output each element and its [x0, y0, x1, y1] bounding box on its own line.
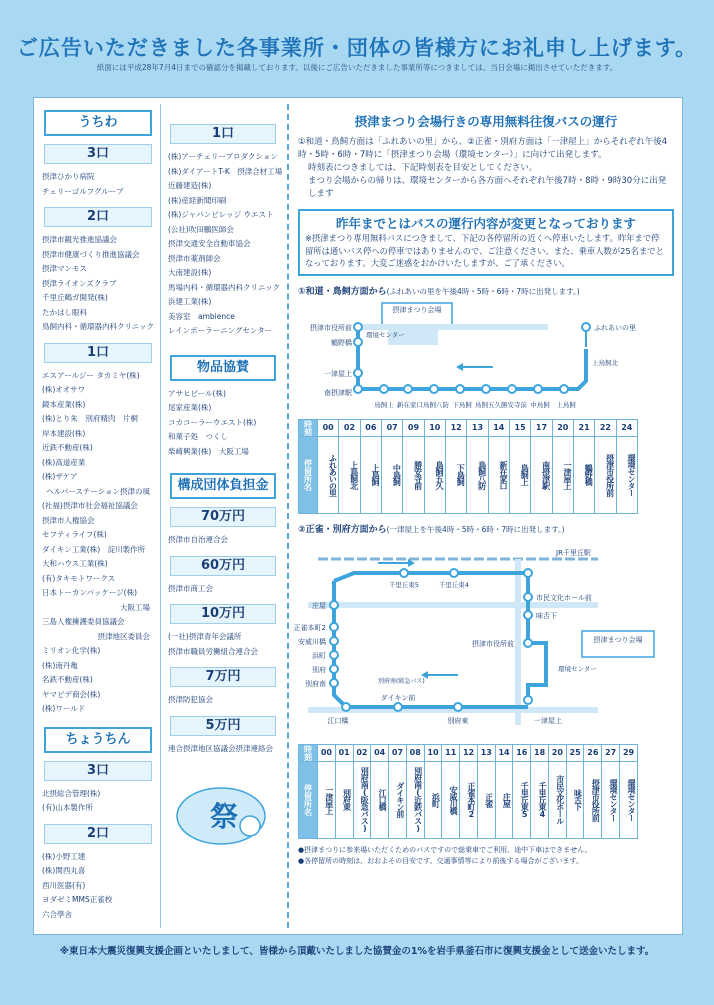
route2-timetable: [298, 744, 638, 839]
goods-entry: 和菓子処 つくし: [168, 432, 228, 441]
sponsor-entry: (有)タキモトワークス: [42, 573, 116, 583]
sponsor-entry: (株)アーチェリープロダクション: [168, 152, 278, 161]
burden-list: [166, 507, 280, 756]
sponsor-entry: レインボーラーニングセンター: [168, 326, 273, 335]
sponsor-entry: 摂津市人権協会: [42, 515, 95, 525]
burden-entry: 摂津市商工会: [168, 583, 213, 593]
sponsor-entry: 摂津市健康づくり推進協議会: [42, 249, 140, 259]
stop-cell: 別府南(近鉄バス): [406, 761, 424, 838]
stop-cell: 千里丘東5: [513, 761, 531, 838]
svg-text:千里丘東5: 千里丘東5: [388, 580, 420, 589]
time-cell: 22: [595, 419, 616, 436]
stop-cell: 一津屋上: [552, 436, 573, 513]
stop-cell: 環境センター: [616, 436, 637, 513]
burden-entry: 摂津防犯協会: [168, 695, 213, 704]
time-row: [299, 744, 638, 761]
stop-cell: 別府東: [335, 761, 353, 838]
sponsor-entry: (株)ダイアートT-K 摂津合材工場: [168, 166, 283, 176]
sponsor-entry: 近藤建造(株): [168, 181, 212, 190]
time-cell: 06: [360, 419, 381, 436]
badge-text: 祭: [210, 800, 239, 833]
time-cell: 07: [381, 419, 402, 436]
time-header: 時刻: [299, 744, 318, 761]
column-sponsors: [166, 106, 283, 858]
footer-note: ※東日本大震災復興支援企画といたしまして、皆様から頂戴いたしました協賛金の1%を岩手県釜石市に復興支援金として送金いたします。: [59, 946, 655, 957]
festival-logo: [166, 774, 276, 854]
burden-heading: 構成団体負担金: [170, 473, 276, 499]
svg-text:別府: 別府: [312, 665, 326, 674]
stop-cell: 上鳥飼北: [339, 436, 360, 513]
sponsor-entry: 北摂総合管理(株): [42, 788, 101, 798]
bus-description: [298, 136, 674, 201]
svg-text:南摂津駅: 南摂津駅: [324, 388, 352, 397]
time-cell: 12: [445, 419, 466, 436]
route1-timetable: [298, 419, 638, 514]
sponsor-entry: 大南建設(株): [168, 268, 212, 277]
burden-entry: 摂津市自治連合会: [168, 535, 228, 544]
svg-text:市民文化ホール前: 市民文化ホール前: [536, 593, 592, 602]
route1-label: ①和道・鳥飼方面から(ふれあいの里を午後4時・5時・6時・7時に出発します。): [298, 286, 580, 297]
time-cell: 13: [477, 744, 495, 761]
stop-cell: ダイキン前: [389, 761, 407, 838]
stop-cell: 浜町: [424, 761, 442, 838]
svg-text:摂津まつり会場: 摂津まつり会場: [392, 305, 442, 314]
route2-label: ②正雀・別府方面から(一津屋上を午後4時・5時・6時・7時に出発します。): [298, 524, 565, 535]
amount-label: 70万円: [170, 507, 276, 527]
sponsor-entry: 岸本建設(株): [42, 428, 86, 438]
stop-cell: 別府南(阪急バス): [353, 761, 371, 838]
group-label: 1口: [44, 343, 152, 363]
chouchin-groups: [40, 761, 156, 923]
notice-text: ※摂津まつり専用無料バスにつきまして、下記の各停留所の近くへ停車いたします。昨年まで停留所は通いバス停への停車ではありませんので、ご注意ください。また、乗車人数が25名までとなっております。大変ご迷惑をおかけいたしますが、ご了承ください。: [305, 233, 664, 268]
svg-text:一津屋上: 一津屋上: [534, 716, 562, 725]
column-divider: [160, 104, 161, 928]
footnote-1: ●摂津まつりに参来場いただくためのバスですので総乗車でご利用、途中下車はできません。: [298, 845, 592, 854]
bus-section: [293, 112, 674, 867]
sponsor-entry: 日本トーカンパッケージ(株): [42, 588, 138, 597]
sponsor-entry: 摂津交通安全自動車協会: [168, 239, 251, 248]
time-cell: 02: [339, 419, 360, 436]
sponsor-entry: (公社)吹田鵬医師会: [168, 224, 234, 234]
sponsor-entry: (株)ワールド: [42, 704, 86, 713]
stop-cell: 南摂津駅: [531, 436, 552, 513]
time-cell: 25: [566, 744, 584, 761]
goods-entry: 柴崎興業(株) 大阪工場: [168, 446, 249, 456]
svg-text:下鳥飼: 下鳥飼: [452, 400, 472, 409]
amount-label: 60万円: [170, 556, 276, 576]
time-cell: 26: [584, 744, 602, 761]
sponsor-entry: 摂津地区委員会: [97, 631, 150, 641]
burden-entry: 摂津市職員労働組合連合会: [168, 646, 258, 656]
notice-title: 昨年までとはバスの運行内容が変更となっております: [335, 216, 636, 231]
time-cell: 01: [335, 744, 353, 761]
stop-cell: 正雀本町2: [460, 761, 478, 838]
sponsor-entry: 鏡本産業(株): [42, 399, 86, 409]
svg-text:環境センター: 環境センター: [366, 330, 405, 339]
stop-cell: 庄屋: [495, 761, 513, 838]
svg-text:鶴野橋: 鶴野橋: [331, 338, 352, 347]
stop-header: 停留所名: [299, 436, 318, 513]
bus-paragraph-1: ①和道・鳥飼方面は「ふれあいの里」から、②正雀・別府方面は「一津屋上」からそれぞれ午後4時・5時・6時・7時に「摂津まつり会場（環境センター）」に向けて出発します。: [298, 137, 668, 160]
stop-cell: ふれあいの里: [318, 436, 339, 513]
sponsor-entry: (有)山本製作所: [42, 803, 93, 812]
svg-text:JR千里丘駅: JR千里丘駅: [556, 548, 591, 557]
page-title: ご広告いただきました各事業所・団体の皆様方にお礼申し上げます。: [16, 36, 698, 60]
stop-cell: 環境センター: [620, 761, 638, 838]
time-cell: 11: [442, 744, 460, 761]
goods-entry: コカコーラーウエスト(株): [168, 417, 257, 427]
amount-label: 5万円: [170, 716, 276, 736]
time-cell: 12: [460, 744, 478, 761]
stop-cell: 摂津市役所前: [595, 436, 616, 513]
bus-paragraph-3: まつり会場からの帰りは、環境センターから各方面へそれぞれ午後7時・8時・9時30分に出発します: [308, 176, 667, 199]
svg-text:ふれあいの里: ふれあいの里: [594, 323, 636, 332]
uchiwa-groups: [40, 144, 156, 717]
stop-cell: 千里丘東4: [531, 761, 549, 838]
time-cell: 09: [403, 419, 424, 436]
time-cell: 27: [602, 744, 620, 761]
group-label: 3口: [44, 144, 152, 164]
sponsor-entry: エスアールジー タカミヤ(株): [42, 370, 140, 380]
svg-text:上鳥飼: 上鳥飼: [556, 400, 576, 409]
svg-text:味舌下: 味舌下: [536, 611, 557, 620]
svg-text:別府南(阪急バス): 別府南(阪急バス): [378, 677, 425, 685]
sponsor-entry: ヨダゼミMMS正雀校: [42, 895, 113, 904]
time-row: [299, 419, 638, 436]
svg-text:鳥飼五久: 鳥飼五久: [475, 400, 501, 409]
sponsor-entry: (株)南丹亀: [42, 660, 78, 670]
footnote-2: ●各停留所の時刻は、おおよその目安です。交通事情等により前後する場合がございます。: [298, 856, 583, 865]
sponsor-entry: (株)とり朱 別府精肉 片桐: [42, 414, 138, 423]
stop-cell: 味舌下: [566, 761, 584, 838]
time-cell: 16: [513, 744, 531, 761]
sponsor-entry: 摂津ライオンズクラブ: [42, 278, 117, 288]
group-label: 2口: [44, 824, 152, 844]
svg-text:新在家口: 新在家口: [397, 400, 423, 409]
page-subtitle: 紙面には平成28年7月4日までの確認分を掲載しております。以後にご広告いただきました事業所等につきましては、当日会場に掲出させていただきます。: [96, 63, 618, 72]
sponsor-entry: 三島人権擁護委員協議会: [42, 617, 125, 626]
svg-text:勝安寺前: 勝安寺前: [501, 400, 527, 409]
group-1kuchi-list: [166, 150, 283, 339]
goods-heading: 物品協賛: [170, 355, 276, 381]
svg-text:一津屋上: 一津屋上: [324, 369, 352, 378]
time-cell: 14: [495, 744, 513, 761]
group-label: 3口: [44, 761, 152, 781]
sponsor-entry: ヤマビデ商会(株): [42, 689, 101, 699]
time-cell: 00: [318, 419, 339, 436]
time-header: 時刻: [299, 419, 318, 436]
time-cell: 02: [353, 744, 371, 761]
stop-cell: 環境センター: [602, 761, 620, 838]
stop-cell: 新在家口: [488, 436, 509, 513]
time-cell: 21: [573, 419, 594, 436]
svg-text:別府南: 別府南: [305, 679, 326, 688]
sponsor-entry: (株)オオサワ: [42, 385, 86, 394]
time-cell: 15: [509, 419, 530, 436]
svg-text:千里丘東4: 千里丘東4: [438, 580, 470, 589]
sponsor-entry: ダイキン工業(株) 淀川製作所: [42, 544, 146, 554]
goods-entry: 尾家産業(株): [168, 403, 212, 412]
sponsor-entry: 美容室 ambience: [168, 311, 235, 321]
sponsor-entry: (社福)摂津市社会福祉協議会: [42, 501, 138, 510]
sponsor-entry: 浜建工業(株): [168, 297, 212, 306]
sponsor-entry: チェリーゴルフグループ: [42, 186, 124, 196]
stop-header: 停留所名: [299, 761, 318, 838]
stop-cell: 中鳥飼: [381, 436, 402, 513]
time-cell: 17: [531, 419, 552, 436]
sponsor-entry: (株)産経新聞印刷: [168, 195, 227, 205]
sponsor-entry: ヘルパーステーション摂津の風: [46, 486, 150, 496]
time-cell: 10: [424, 744, 442, 761]
sponsor-entry: 大阪工場: [120, 602, 150, 612]
sponsor-entry: 六合學舎: [42, 909, 72, 919]
dashed-divider: [287, 104, 289, 928]
svg-text:浜町: 浜町: [312, 651, 326, 660]
stop-cell: 正雀: [477, 761, 495, 838]
sponsor-sheet: [33, 97, 683, 935]
svg-text:別府東: 別府東: [447, 716, 469, 725]
route2-map: [293, 535, 674, 740]
stop-cell: 鳥飼五久: [424, 436, 445, 513]
stop-cell: 鳥飼八防: [467, 436, 488, 513]
burden-entry: 連合摂津地区協議会摂津連絡会: [168, 743, 273, 753]
stop-cell: 鶴野橋: [573, 436, 594, 513]
sponsor-entry: 鳥飼内科・循環器内科クリニック: [42, 322, 155, 331]
svg-text:鳥飼上: 鳥飼上: [374, 400, 394, 409]
svg-text:鳥飼八防: 鳥飼八防: [423, 400, 449, 409]
chouchin-heading: ちょうちん: [44, 727, 152, 753]
stop-row: [299, 761, 638, 838]
sponsor-entry: (株)小野工建: [42, 851, 86, 861]
group-label: 2口: [44, 207, 152, 227]
sponsor-entry: ミリオン化学(株): [42, 646, 101, 655]
svg-text:上鳥飼北: 上鳥飼北: [592, 358, 618, 367]
time-cell: 00: [318, 744, 336, 761]
stop-cell: 勝安寺前: [403, 436, 424, 513]
svg-text:摂津まつり会場: 摂津まつり会場: [593, 635, 643, 644]
svg-text:正雀本町2: 正雀本町2: [293, 623, 326, 632]
time-cell: 13: [467, 419, 488, 436]
sponsor-entry: 摂津市薬剤師会: [168, 253, 221, 263]
svg-text:安威川橋: 安威川橋: [298, 637, 326, 646]
burden-entry: (一社)摂津青年会議所: [168, 632, 242, 641]
svg-text:摂津市役所前: 摂津市役所前: [310, 323, 352, 332]
bus-paragraph-2: 時刻表につきましては、下記時刻表を目安としてください。: [308, 163, 538, 173]
sponsor-entry: 摂津マンモス: [42, 264, 87, 273]
sponsor-entry: 馬場内科・循環器内科クリニック: [168, 282, 281, 292]
sponsor-entry: 近鉄不動産(株): [42, 443, 93, 452]
svg-text:摂津市役所前: 摂津市役所前: [472, 639, 514, 648]
stop-cell: 摂津市役所前: [584, 761, 602, 838]
time-cell: 20: [552, 419, 573, 436]
svg-text:ダイキン前: ダイキン前: [380, 693, 416, 702]
amount-label: 10万円: [170, 604, 276, 624]
svg-text:環境センター: 環境センター: [558, 664, 597, 673]
sponsor-entry: (株)関西丸喜: [42, 866, 86, 875]
svg-text:庄屋: 庄屋: [312, 601, 326, 610]
sponsor-entry: 千里丘鶴ガ開発(株): [42, 293, 108, 302]
bus-footnotes: [298, 845, 674, 867]
time-cell: 10: [424, 419, 445, 436]
sponsor-entry: 摂津市観光推進協議会: [42, 235, 117, 244]
uchiwa-heading: うちわ: [44, 110, 152, 136]
stop-cell: 鳥飼上: [509, 436, 530, 513]
sponsor-entry: (株)ザケア: [42, 472, 78, 481]
svg-text:江口橋: 江口橋: [327, 716, 349, 725]
stop-cell: 市民文化ホール: [548, 761, 566, 838]
stop-cell: 下鳥飼: [445, 436, 466, 513]
time-cell: 04: [371, 744, 389, 761]
time-cell: 24: [616, 419, 637, 436]
stop-row: [299, 436, 638, 513]
svg-text:中鳥飼: 中鳥飼: [530, 400, 550, 409]
sponsor-entry: 名鉄不動産(株): [42, 675, 93, 684]
amount-label: 7万円: [170, 667, 276, 687]
goods-entry: アサヒビール(株): [168, 388, 226, 398]
sponsor-entry: 大和ハウス工業(株): [42, 559, 108, 568]
time-cell: 20: [548, 744, 566, 761]
time-cell: 18: [531, 744, 549, 761]
sponsor-entry: たかはし眼科: [42, 307, 87, 317]
time-cell: 14: [488, 419, 509, 436]
sponsor-entry: (株)高道産業: [42, 457, 86, 467]
sponsor-entry: (株)ジャパンビレッジ ウエスト: [168, 210, 274, 219]
stop-cell: 上鳥飼: [360, 436, 381, 513]
time-cell: 07: [389, 744, 407, 761]
stop-cell: 安威川橋: [442, 761, 460, 838]
group-1kuchi-label: 1口: [170, 124, 276, 144]
time-cell: 08: [406, 744, 424, 761]
sponsor-entry: 西川医器(有): [42, 880, 86, 890]
route1-map: [298, 297, 674, 415]
column-uchiwa-chouchin: [40, 106, 156, 922]
bus-title: 摂津まつり会場行きの専用無料往復バスの運行: [354, 114, 618, 129]
time-cell: 29: [620, 744, 638, 761]
goods-list: [166, 387, 280, 460]
sponsor-entry: 摂津ひかり病院: [42, 172, 95, 181]
stop-cell: 江口橋: [371, 761, 389, 838]
change-notice: [298, 209, 674, 276]
stop-cell: 一津屋上: [318, 761, 336, 838]
sponsor-entry: セフティライフ(株): [42, 530, 107, 539]
